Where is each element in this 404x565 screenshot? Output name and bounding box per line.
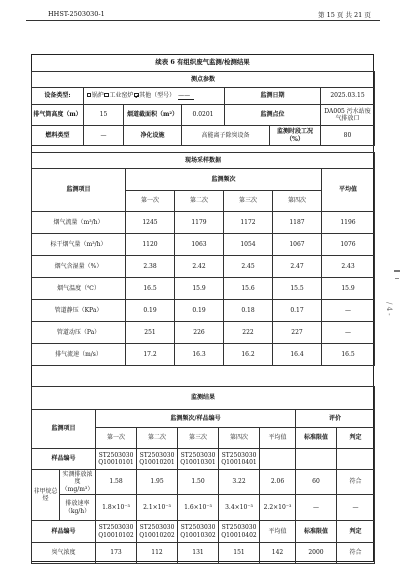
table-row <box>32 344 375 366</box>
cell: 1.8×10⁻³ <box>96 495 137 521</box>
rate-label: 排放速率（kg/h） <box>60 495 96 521</box>
results-limit-header: 标准限值 <box>296 428 337 449</box>
cell: 17.2 <box>126 344 175 366</box>
sample-id: ST2503030 Q10010101 <box>96 449 137 470</box>
cell: 1063 <box>175 234 224 256</box>
sample-id: ST2503030 Q10010301 <box>178 449 219 470</box>
field-section-title: 现场采样数据 <box>32 153 375 169</box>
point-value: DA005 污水站废气排放口 <box>321 105 375 126</box>
cell: 1187 <box>273 212 322 234</box>
results-col-2: 第二次 <box>137 428 178 449</box>
margin-handwriting: / 4 - <box>385 302 393 316</box>
cell-avg: — <box>322 300 375 322</box>
cell: 15.5 <box>273 278 322 300</box>
row-label: 烟气流量（m³/h） <box>32 212 126 234</box>
results-limit-header-2: 标准限值 <box>296 521 337 543</box>
cell-limit: — <box>296 495 337 521</box>
kiln-option: 工业窑炉 <box>109 91 134 99</box>
results-eval-header: 评价 <box>296 410 375 428</box>
cell: 0.19 <box>175 300 224 322</box>
cell: 0.19 <box>126 300 175 322</box>
cell: 3.22 <box>219 470 260 495</box>
cell: 1.95 <box>137 470 178 495</box>
cell-avg: 1196 <box>322 212 375 234</box>
cell-judge: 符合 <box>337 543 375 564</box>
header-rule <box>26 20 380 21</box>
field-col-3: 第三次 <box>224 191 273 212</box>
cell: 1120 <box>126 234 175 256</box>
sample-id: ST2503030 Q10010202 <box>137 521 178 543</box>
table-row <box>32 234 375 256</box>
cell: 1.58 <box>96 470 137 495</box>
other-checkbox-checked <box>134 93 139 98</box>
load-label: 监测时段工况（%） <box>270 126 321 146</box>
results-table <box>31 386 375 564</box>
cell-avg: — <box>322 322 375 344</box>
row-label: 排气流速（m/s） <box>32 344 126 366</box>
row-label: 管道静压（KPa） <box>32 300 126 322</box>
cell: 0.18 <box>224 300 273 322</box>
margin-mark <box>395 278 399 279</box>
field-col-4: 第四次 <box>273 191 322 212</box>
other-option: 其他（型号） <box>139 91 176 99</box>
cell: 112 <box>137 543 178 564</box>
cell: 16.4 <box>273 344 322 366</box>
table-row <box>32 300 375 322</box>
date-value: 2025.03.15 <box>321 88 375 105</box>
results-avg-header-2: 平均值 <box>260 521 296 543</box>
cell-avg: 2.06 <box>260 470 296 495</box>
cell-avg: 16.5 <box>322 344 375 366</box>
row-label: 标干烟气量（m³/h） <box>32 234 126 256</box>
cell: 0.17 <box>273 300 322 322</box>
table-row <box>32 521 375 543</box>
equip-type-options <box>84 88 225 105</box>
cell-limit: 60 <box>296 470 337 495</box>
cell: 131 <box>178 543 219 564</box>
model-blank: —— <box>178 92 194 100</box>
cell: 2.1×10⁻³ <box>137 495 178 521</box>
table-row <box>32 495 375 521</box>
cell: 173 <box>96 543 137 564</box>
boiler-checkbox <box>87 93 92 98</box>
cell: 2.47 <box>273 256 322 278</box>
field-item-header: 监测项目 <box>32 169 126 212</box>
kiln-checkbox <box>104 93 109 98</box>
cell: 151 <box>219 543 260 564</box>
cell: 1054 <box>224 234 273 256</box>
stack-height-value: 15 <box>84 105 124 126</box>
flue-area-value: 0.0201 <box>182 105 225 126</box>
table-title: 续表 6 有组织废气监测/检测结果 <box>155 58 250 66</box>
page-number: 第 15 页 共 21 页 <box>318 11 371 19</box>
field-data-table <box>31 152 375 366</box>
params-table <box>31 71 375 146</box>
conc-label: 实测排放浓度（mg/m³） <box>60 470 96 495</box>
cell: 3.4×10⁻³ <box>219 495 260 521</box>
cell: 1172 <box>224 212 273 234</box>
field-col-2: 第二次 <box>175 191 224 212</box>
sample-number-label: 样品编号 <box>32 449 96 470</box>
report-number: HHST-2503030-1 <box>48 10 105 18</box>
cell: 1245 <box>126 212 175 234</box>
cell-avg: 142 <box>260 543 296 564</box>
stack-height-label: 排气筒高度（m） <box>32 105 84 126</box>
cell-avg: 1076 <box>322 234 375 256</box>
sample-number-label: 样品编号 <box>32 521 96 543</box>
flue-area-label: 烟道截面积（m²） <box>124 105 182 126</box>
cell: 1.50 <box>178 470 219 495</box>
results-section-title: 监测结果 <box>32 387 375 410</box>
pollutant-group-label: 非甲烷总烃 <box>32 470 60 521</box>
cell-judge: — <box>337 495 375 521</box>
table-row <box>32 256 375 278</box>
results-col-3: 第三次 <box>178 428 219 449</box>
results-judge-header: 判定 <box>337 428 375 449</box>
purify-value: 高能离子除臭设备 <box>182 126 270 146</box>
sample-id: ST2503030 Q10010201 <box>137 449 178 470</box>
cell: 1.6×10⁻³ <box>178 495 219 521</box>
row-label: 烟气温度（℃） <box>32 278 126 300</box>
cell-avg: 2.43 <box>322 256 375 278</box>
sample-id: ST2503030 Q10010102 <box>96 521 137 543</box>
sample-id: ST2503030 Q10010302 <box>178 521 219 543</box>
cell-judge: 符合 <box>337 470 375 495</box>
sample-id: ST2503030 Q10010401 <box>219 449 260 470</box>
row-label: 管道动压（Pa） <box>32 322 126 344</box>
results-item-header: 监测项目 <box>32 410 96 449</box>
cell: 15.6 <box>224 278 273 300</box>
results-col-1: 第一次 <box>96 428 137 449</box>
field-avg-header: 平均值 <box>322 169 375 212</box>
cell: 1067 <box>273 234 322 256</box>
fuel-type-label: 燃料类型 <box>32 126 84 146</box>
cell: 2.42 <box>175 256 224 278</box>
date-label: 监测日期 <box>225 88 321 105</box>
field-freq-header: 监测频次 <box>126 169 322 191</box>
row-label: 烟气含湿量（%） <box>32 256 126 278</box>
table-row <box>32 278 375 300</box>
cell: 1179 <box>175 212 224 234</box>
table-row <box>32 449 375 470</box>
table-row <box>32 212 375 234</box>
cell-avg: 2.2×10⁻³ <box>260 495 296 521</box>
load-value: 80 <box>321 126 375 146</box>
purify-label: 净化设施 <box>124 126 182 146</box>
cell: 16.3 <box>175 344 224 366</box>
point-label: 监测点位 <box>225 105 321 126</box>
odor-label: 臭气浓度 <box>32 543 96 564</box>
results-avg-header: 平均值 <box>260 428 296 449</box>
cell-avg: 15.9 <box>322 278 375 300</box>
cell: 2.45 <box>224 256 273 278</box>
cell: 251 <box>126 322 175 344</box>
table-row <box>32 470 375 495</box>
results-freq-header: 监测频次/样品编号 <box>96 410 296 428</box>
field-col-1: 第一次 <box>126 191 175 212</box>
results-judge-header-2: 判定 <box>337 521 375 543</box>
fuel-type-value: — <box>84 126 124 146</box>
cell: 16.2 <box>224 344 273 366</box>
results-col-4: 第四次 <box>219 428 260 449</box>
table-row <box>32 543 375 564</box>
table-row <box>32 322 375 344</box>
cell: 16.5 <box>126 278 175 300</box>
cell: 15.9 <box>175 278 224 300</box>
cell: 2.38 <box>126 256 175 278</box>
sample-id: ST2503030 Q10010402 <box>219 521 260 543</box>
cell: 226 <box>175 322 224 344</box>
margin-mark <box>394 270 400 272</box>
params-section-title: 测点参数 <box>32 72 375 88</box>
boiler-option: 锅炉 <box>91 91 104 99</box>
cell: 222 <box>224 322 273 344</box>
equip-type-label: 设备类型: <box>32 88 84 105</box>
cell: 227 <box>273 322 322 344</box>
cell-limit: 2000 <box>296 543 337 564</box>
